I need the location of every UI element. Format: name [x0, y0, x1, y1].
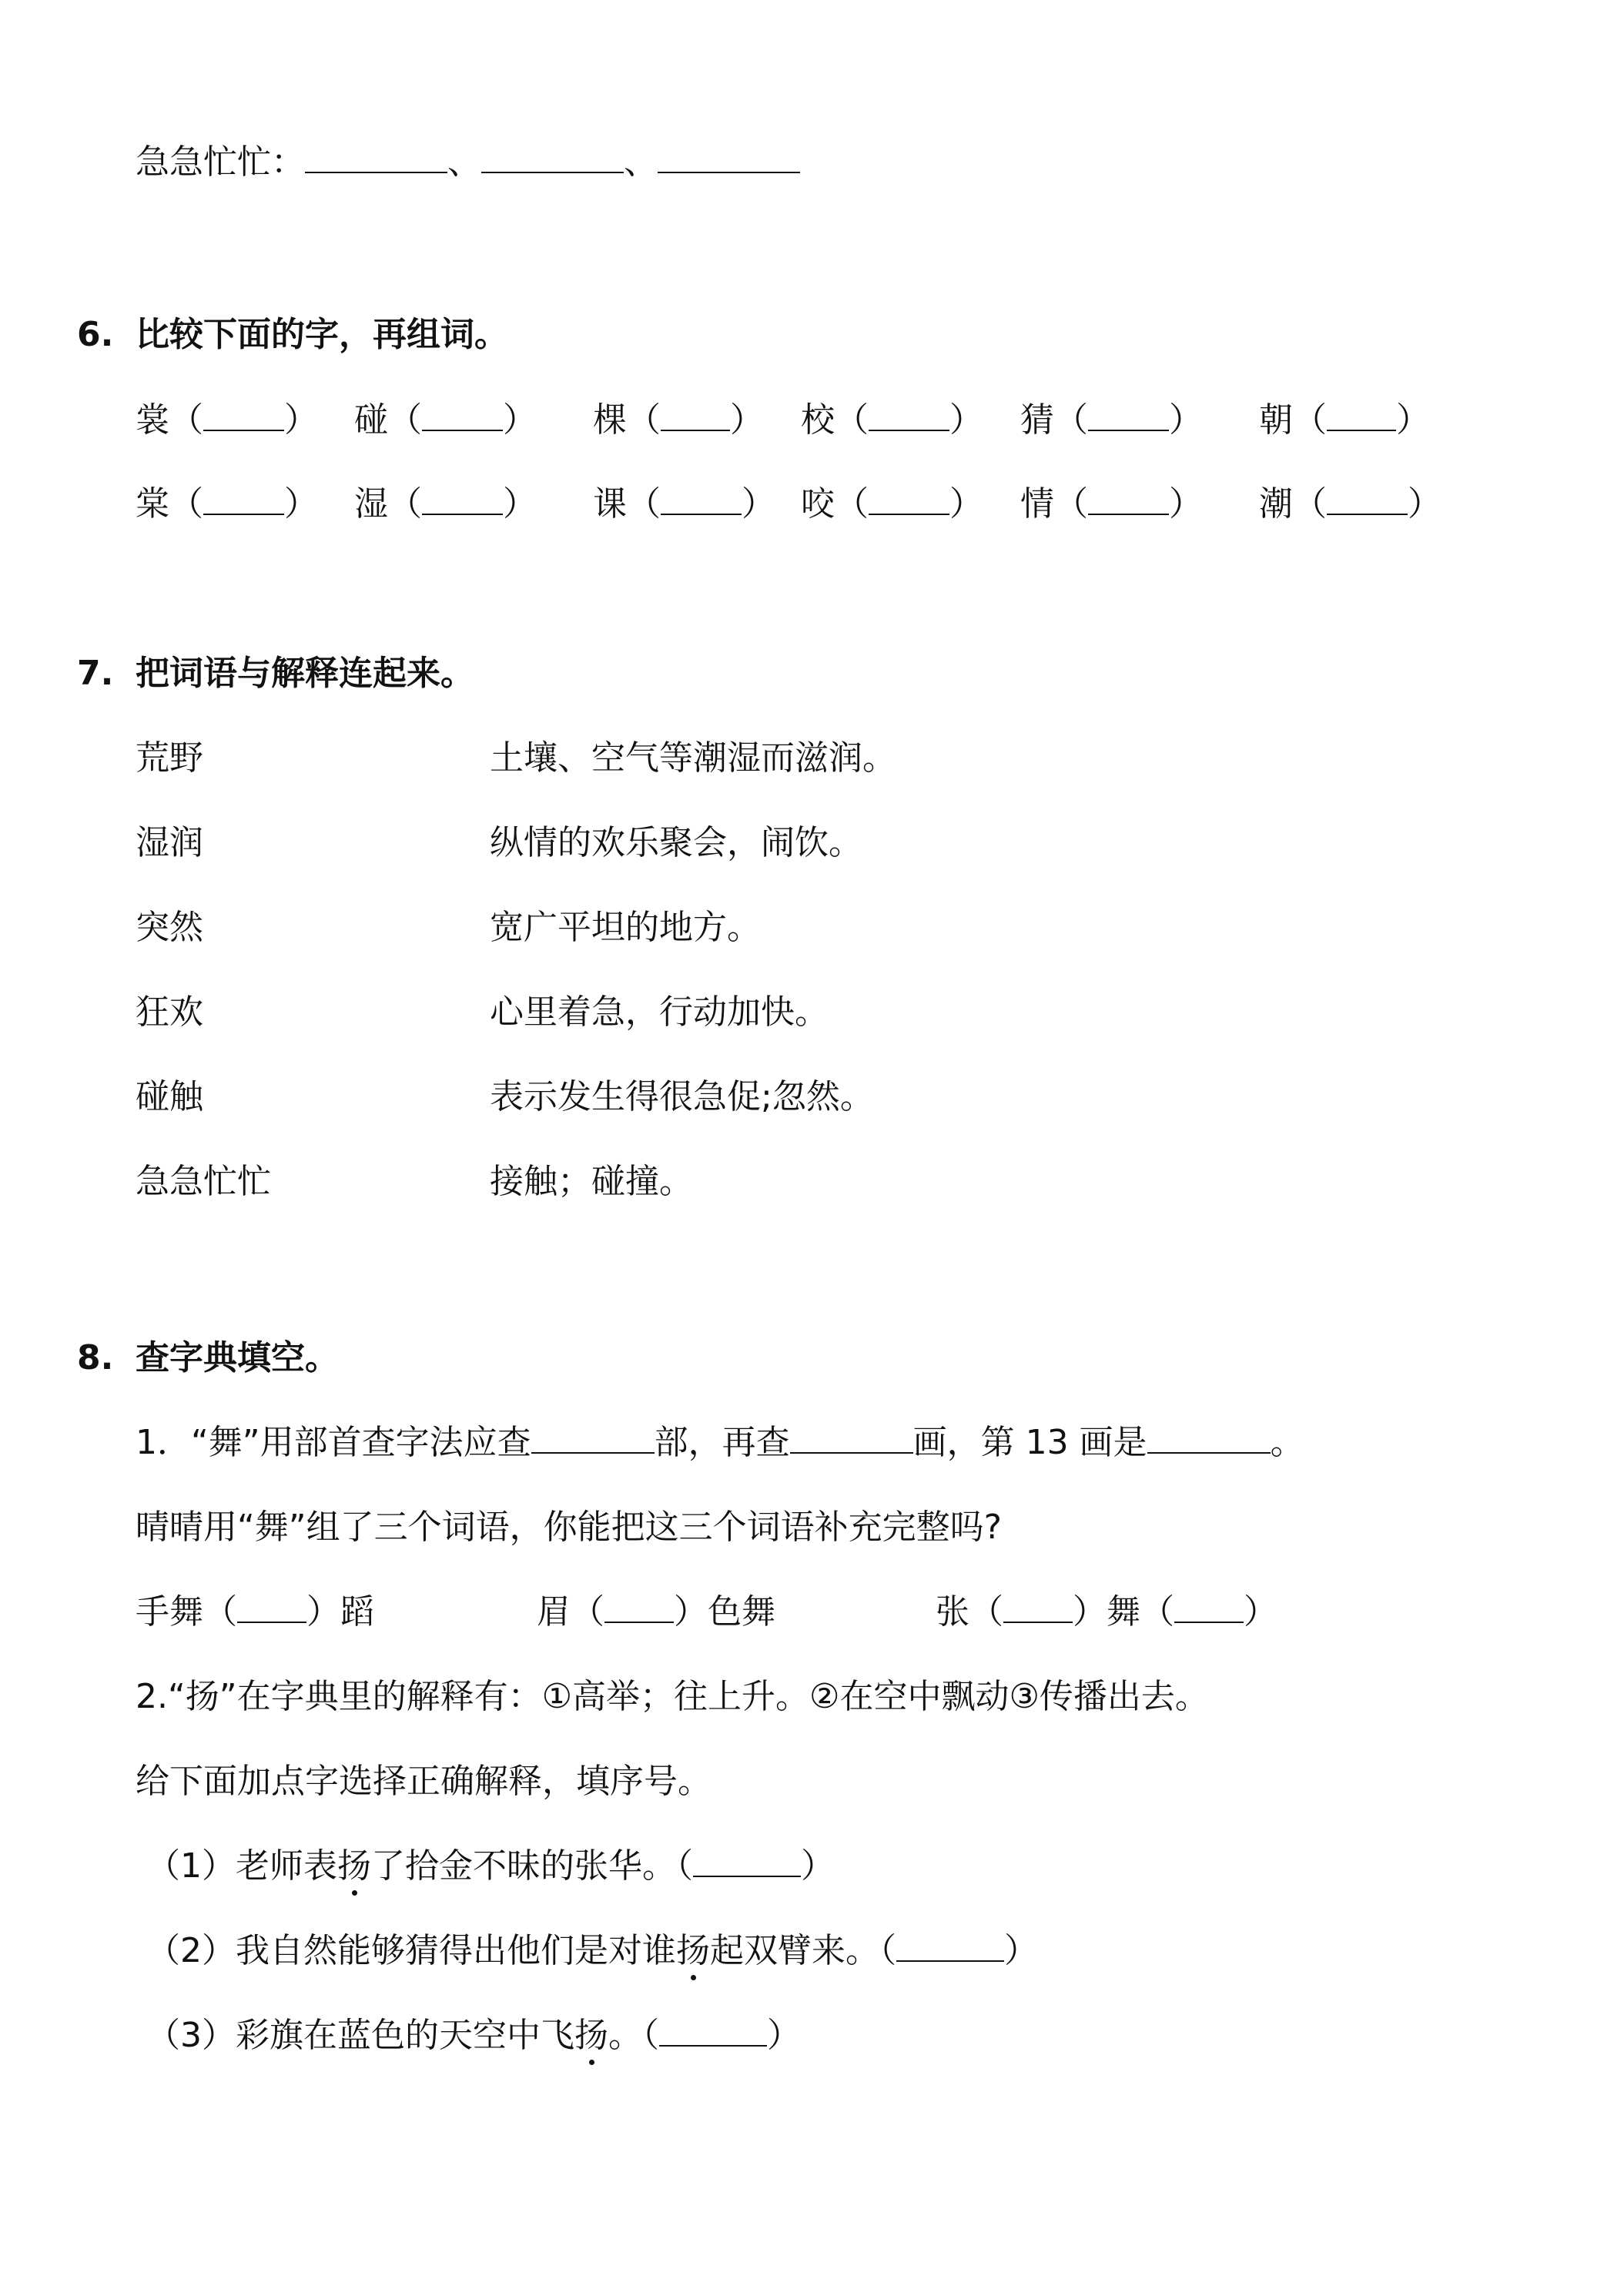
q7-meaning[interactable]: 接触；碰撞。	[490, 1162, 693, 1201]
q8-title: 查字典填空。	[136, 1338, 339, 1377]
q6-row2-item: 咬（ ）	[801, 484, 983, 524]
q7-number: 7.	[77, 654, 114, 693]
q6-row2-item: 课（ ）	[593, 484, 775, 524]
q8-part2-instruction: 给下面加点字选择正确解释，填序号。	[136, 1762, 712, 1801]
q8-part1-line: 1．“舞”用部首查字法应查 部，再查 画，第 13 画是 。	[136, 1423, 1304, 1462]
q5-blank-3[interactable]	[658, 141, 800, 173]
q8-radical-blank[interactable]	[531, 1421, 655, 1454]
q6-title: 比较下面的字，再组词。	[136, 315, 508, 354]
q6-row1-item: 棵（ ）	[593, 400, 764, 440]
q6-row2-item: 潮（ ）	[1259, 484, 1442, 524]
q7-word[interactable]: 湿润	[136, 823, 203, 862]
dotted-char: 扬	[574, 2014, 608, 2057]
q6-row2-item: 湿（ ）	[354, 484, 537, 524]
q7-word[interactable]: 突然	[136, 908, 203, 947]
q5-blank-2[interactable]	[481, 141, 624, 173]
q6-row1-item: 朝（ ）	[1259, 400, 1430, 440]
q8-sentence-3: （3）彩旗在蓝色的天空中飞扬。（ ）	[146, 2014, 801, 2057]
q6-row1-item: 校（ ）	[801, 400, 983, 440]
q8-number: 8.	[77, 1338, 114, 1377]
q8-part2-definitions: 2.“扬”在字典里的解释有：①高举；往上升。②在空中飘动③传播出去。	[136, 1677, 1209, 1716]
q8-sentence-1: （1）老师表扬了拾金不昧的张华。（ ）	[146, 1845, 835, 1888]
q8-word-fill: 眉（ ）色舞	[537, 1592, 775, 1632]
q6-row2-item: 情（ ）	[1020, 484, 1203, 524]
q6-number: 6.	[77, 315, 114, 354]
dotted-char: 扬	[337, 1845, 371, 1888]
q8-strokes-blank[interactable]	[790, 1421, 913, 1454]
q7-word[interactable]: 碰触	[136, 1077, 203, 1116]
q7-meaning[interactable]: 土壤、空气等潮湿而滋润。	[490, 738, 896, 778]
q8-stroke13-blank[interactable]	[1147, 1421, 1271, 1454]
q6-row2-item: 棠（ ）	[136, 484, 318, 524]
q7-meaning[interactable]: 纵情的欢乐聚会，闹饮。	[490, 823, 862, 862]
q7-meaning[interactable]: 心里着急，行动加快。	[490, 992, 829, 1032]
q7-word[interactable]: 狂欢	[136, 992, 203, 1032]
dotted-char: 扬	[676, 1930, 710, 1973]
q5-word: 急急忙忙：	[136, 142, 305, 182]
q8-word-fill: 张（ ）舞（ ）	[936, 1592, 1277, 1632]
q7-meaning[interactable]: 宽广平坦的地方。	[490, 908, 761, 947]
q7-title: 把词语与解释连起来。	[136, 654, 474, 693]
q6-row1-item: 裳（ ）	[136, 400, 318, 440]
q8-part1-instruction: 晴晴用“舞”组了三个词语，你能把这三个词语补充完整吗?	[136, 1508, 1002, 1547]
q8-word-fill: 手舞（ ）蹈	[136, 1592, 374, 1632]
q5-blank-1[interactable]	[305, 141, 447, 173]
q5-line: 急急忙忙： 、 、	[136, 141, 800, 184]
q6-row1-item: 碰（ ）	[354, 400, 537, 440]
q7-word[interactable]: 荒野	[136, 738, 203, 778]
q8-sentence-2: （2）我自然能够猜得出他们是对谁扬起双臂来。（ ）	[146, 1930, 1038, 1973]
q7-meaning[interactable]: 表示发生得很急促;忽然。	[490, 1077, 874, 1116]
q6-row1-item: 猜（ ）	[1020, 400, 1203, 440]
q7-word[interactable]: 急急忙忙	[136, 1162, 271, 1201]
